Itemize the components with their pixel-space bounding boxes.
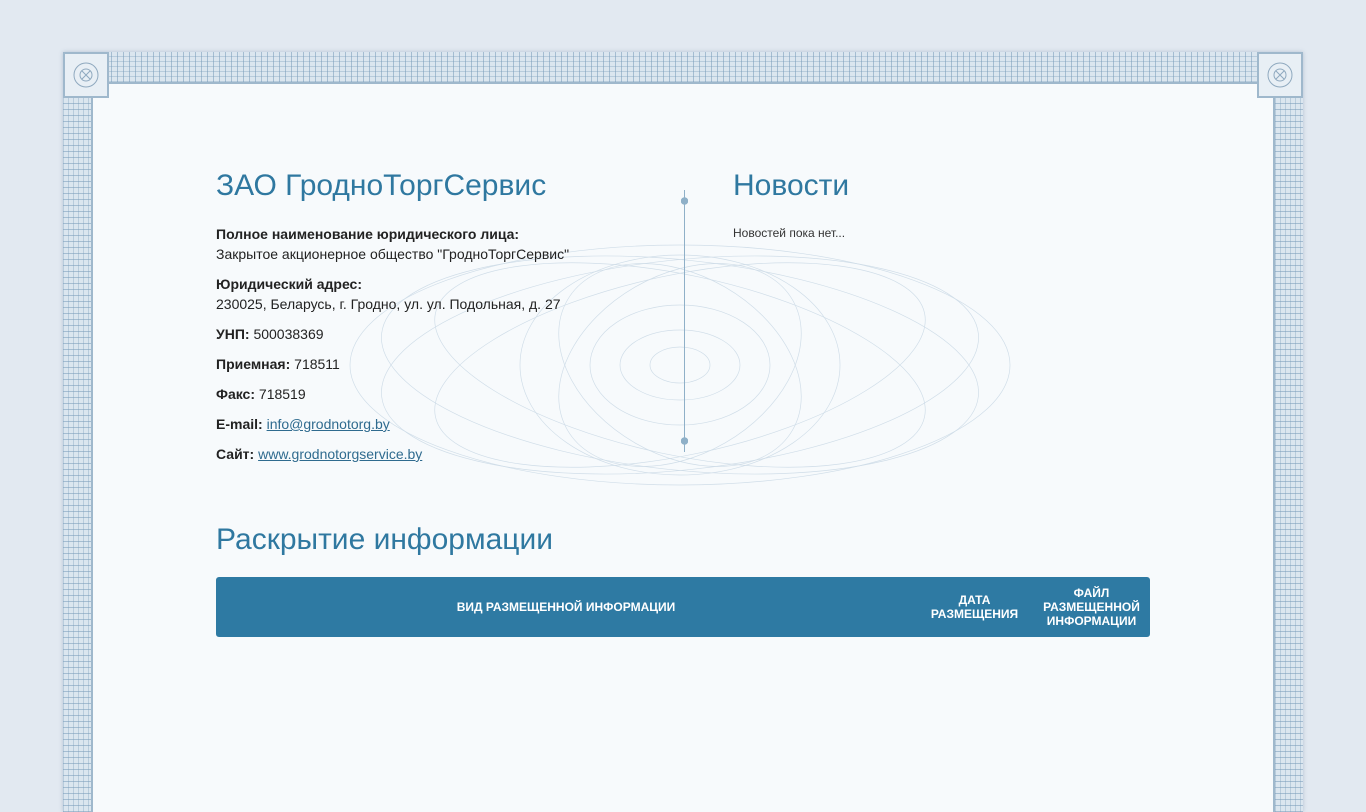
- fax-label: Факс:: [216, 386, 256, 402]
- reception-value: 718511: [294, 356, 340, 372]
- column-header-kind[interactable]: ВИД РАЗМЕЩЕННОЙ ИНФОРМАЦИИ: [456, 600, 676, 614]
- column-header-file[interactable]: ФАЙЛ РАЗМЕЩЕННОЙ ИНФОРМАЦИИ: [1043, 586, 1140, 628]
- unp-value: 500038369: [253, 326, 324, 342]
- disclosure-table-header: [216, 577, 1150, 637]
- corner-ornament-icon: [63, 52, 109, 98]
- full-name-value: Закрытое акционерное общество "ГродноТоргСервис": [216, 246, 570, 262]
- email-link[interactable]: info@grodnotorg.by: [266, 416, 390, 432]
- full-name-label: Полное наименование юридического лица:: [216, 226, 520, 242]
- company-title: ЗАО ГродноТоргСервис: [216, 169, 547, 202]
- address-value: 230025, Беларусь, г. Гродно, ул. ул. Подольная, д. 27: [216, 296, 561, 312]
- disclosure-title: Раскрытие информации: [216, 523, 553, 556]
- news-title: Новости: [733, 169, 850, 202]
- news-section: [733, 160, 1133, 240]
- ornamental-border-left: [63, 82, 93, 812]
- divider-ornament-icon: [681, 434, 688, 448]
- divider-ornament-icon: [681, 194, 688, 208]
- reception-label: Приемная:: [216, 356, 291, 372]
- ornamental-border-right: [1273, 82, 1303, 812]
- column-divider: [684, 190, 685, 452]
- unp-label: УНП:: [216, 326, 250, 342]
- news-empty-message: Новостей пока нет...: [733, 226, 846, 240]
- address-label: Юридический адрес:: [216, 276, 362, 292]
- corner-ornament-icon: [1257, 52, 1303, 98]
- ornamental-border-top: [63, 52, 1303, 84]
- site-link[interactable]: www.grodnotorgservice.by: [258, 446, 423, 462]
- column-header-date[interactable]: ДАТА РАЗМЕЩЕНИЯ: [930, 593, 1019, 621]
- fax-value: 718519: [258, 386, 306, 402]
- company-info-section: [216, 160, 656, 474]
- email-label: E-mail:: [216, 416, 263, 432]
- site-label: Сайт:: [216, 446, 255, 462]
